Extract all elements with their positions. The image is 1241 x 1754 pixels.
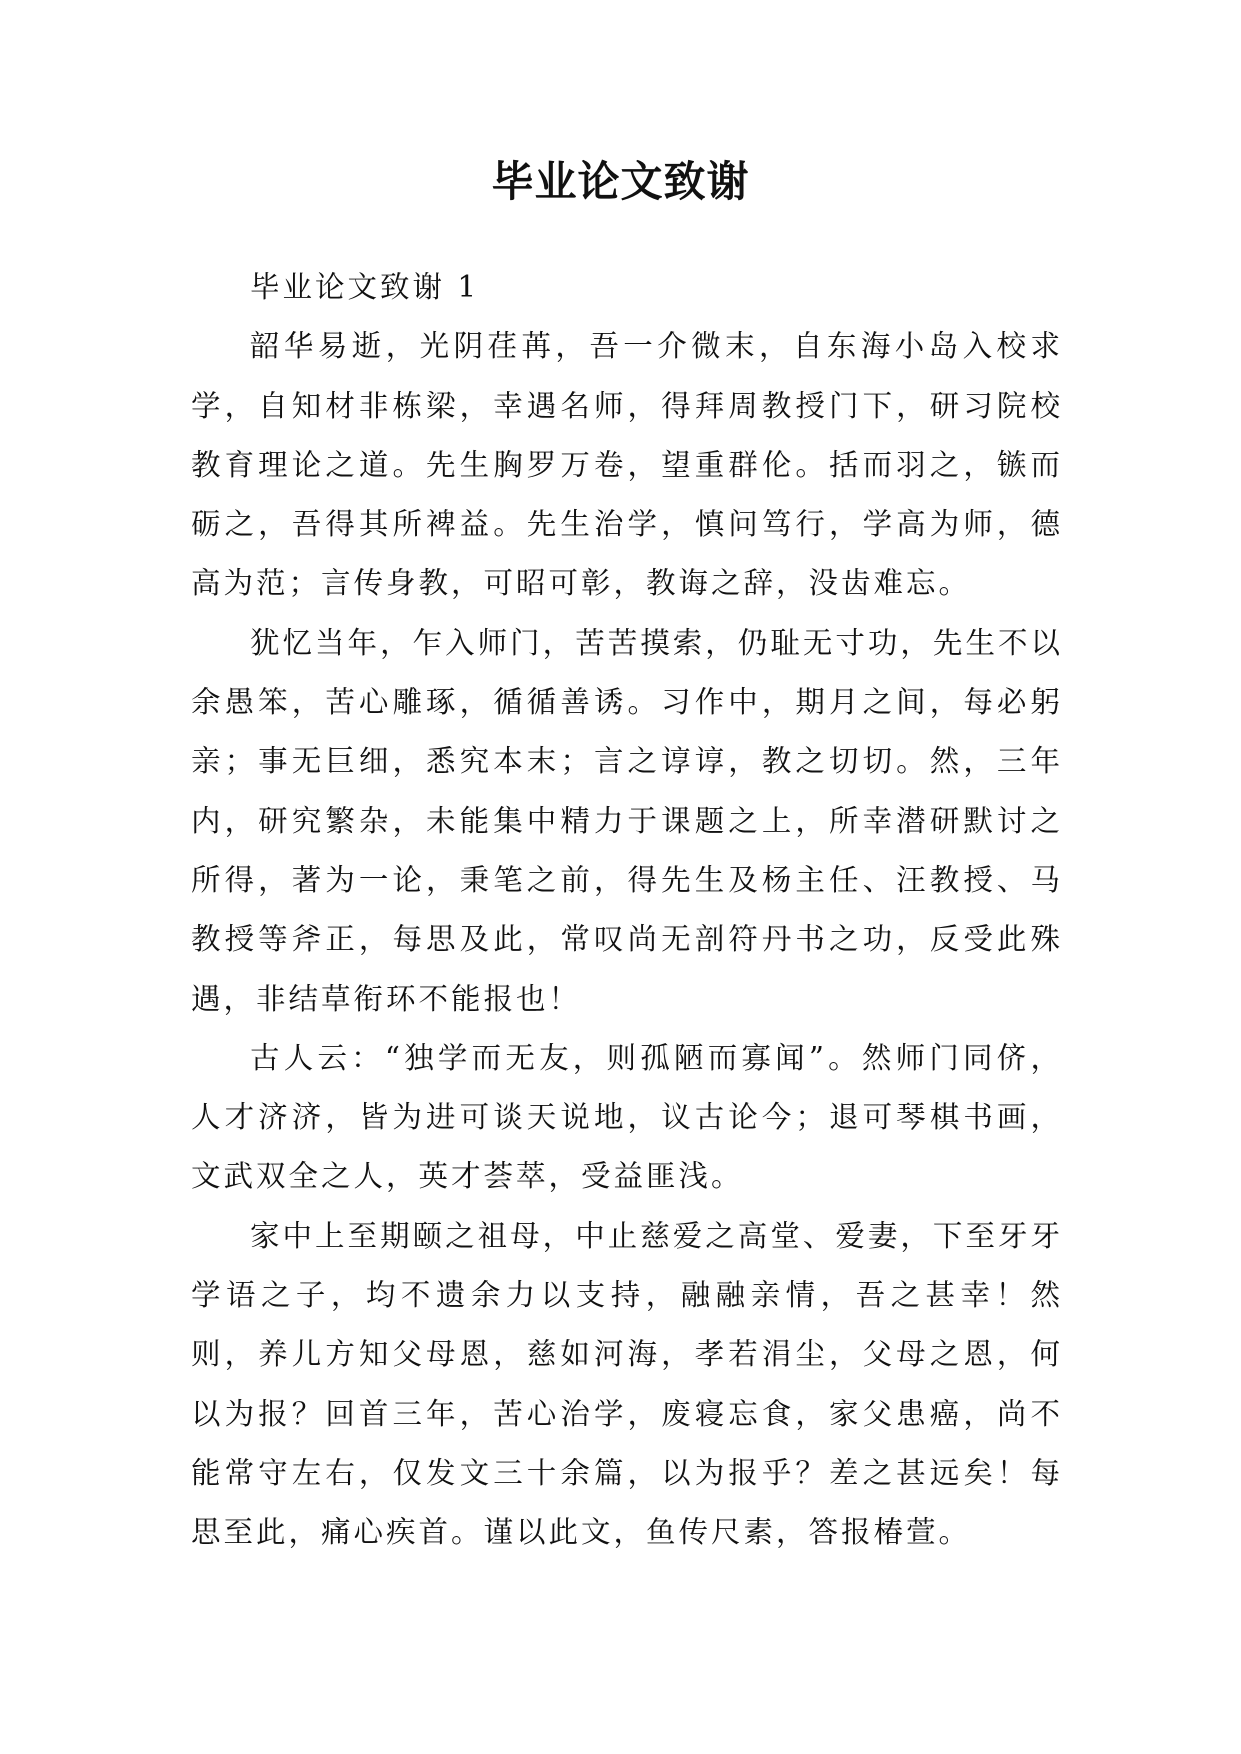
paragraph-2: 犹忆当年，乍入师门，苦苦摸索，仍耻无寸功，先生不以余愚笨，苦心雕琢，循循善诱。习作中，期月之间，每必躬亲；事无巨细，悉究本末；言之谆谆，教之切切。然，三年内，研究繁杂，未能集中精力于课题之上，所幸潜研默讨之所得，著为一论，秉笔之前，得先生及杨主任、汪教授、马教授等斧正，每思及此，常叹尚无剖符丹书之功，反受此殊遇，非结草衔环不能报也！ [191,625,1063,1016]
document-title: 毕业论文致谢 [491,157,750,206]
section-heading: 毕业论文致谢 1 [250,270,480,304]
paragraph-4: 家中上至期颐之祖母，中止慈爱之高堂、爱妻，下至牙牙学语之子，均不遗余力以支持，融融亲情，吾之甚幸！然则，养儿方知父母恩，慈如河海，孝若涓尘，父母之恩，何以为报？回首三年，苦心治学，废寝忘食，家父患癌，尚不能常守左右，仅发文三十余篇，以为报乎？差之甚远矣！每思至此，痛心疾首。谨以此文，鱼传尺素，答报椿萱。 [191,1218,1063,1550]
paragraph-3: 古人云：“独学而无友，则孤陋而寡闻”。然师门同侪，人才济济，皆为进可谈天说地，议古论今；退可琴棋书画，文武双全之人，英才荟萃，受益匪浅。 [191,1040,1063,1194]
document-body [191,258,1063,1563]
paragraph-1: 韶华易逝，光阴荏苒，吾一介微末，自东海小岛入校求学，自知材非栋梁，幸遇名师，得拜周教授门下，研习院校教育理论之道。先生胸罗万卷，望重群伦。括而羽之，镞而砺之，吾得其所裨益。先生治学，慎问笃行，学高为师，德高为范；言传身教，可昭可彰，教诲之辞，没齿难忘。 [191,329,1063,601]
